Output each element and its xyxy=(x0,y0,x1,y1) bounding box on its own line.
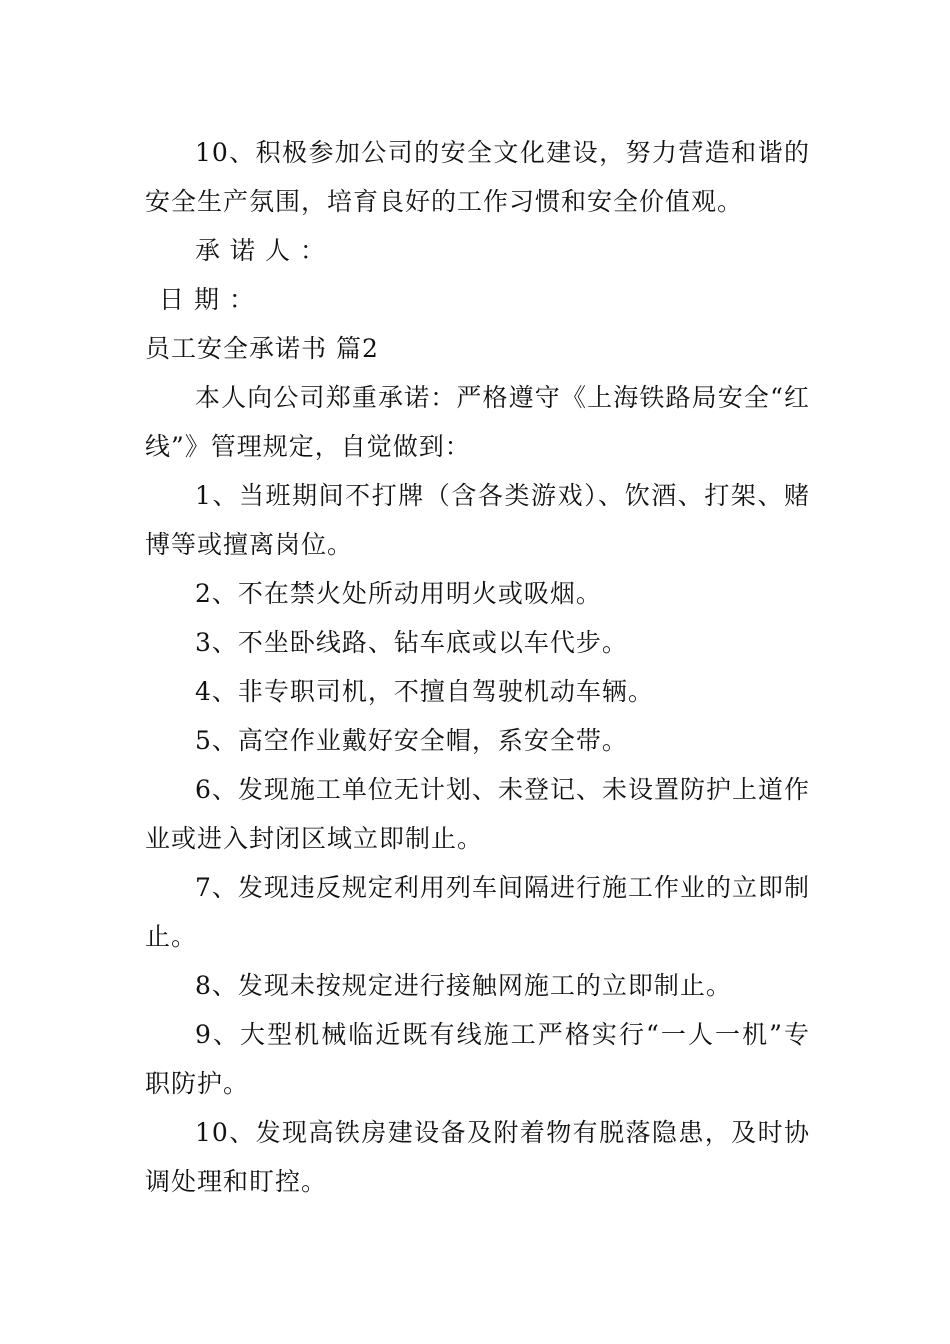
intro-paragraph: 本人向公司郑重承诺：严格遵守《上海铁路局安全“红线”》管理规定，自觉做到： xyxy=(145,383,810,461)
signer-label: 承诺人： xyxy=(195,236,336,265)
list-item: 8、发现未按规定进行接触网施工的立即制止。 xyxy=(195,971,732,1000)
date-label: 日期： xyxy=(159,285,265,314)
list-item: 1、当班期间不打牌（含各类游戏）、饮酒、打架、赌博等或擅离岗位。 xyxy=(145,481,810,559)
list-item: 2、不在禁火处所动用明火或吸烟。 xyxy=(195,579,602,608)
list-item: 9、大型机械临近既有线施工严格实行“一人一机”专职防护。 xyxy=(145,1020,810,1098)
document-body xyxy=(145,128,810,1206)
list-item: 5、高空作业戴好安全帽，系安全带。 xyxy=(195,726,628,755)
list-item: 7、发现违反规定利用列车间隔进行施工作业的立即制止。 xyxy=(145,873,810,951)
list-item: 3、不坐卧线路、钻车底或以车代步。 xyxy=(195,628,628,657)
list-item: 6、发现施工单位无计划、未登记、未设置防护上道作业或进入封闭区域立即制止。 xyxy=(145,775,810,853)
section-title: 员工安全承诺书 篇2 xyxy=(145,334,379,363)
paragraph-safety-culture: 10、积极参加公司的安全文化建设，努力营造和谐的安全生产氛围，培育良好的工作习惯和安全价值观。 xyxy=(145,138,810,216)
list-item: 4、非专职司机，不擅自驾驶机动车辆。 xyxy=(195,677,654,706)
list-item: 10、发现高铁房建设备及附着物有脱落隐患，及时协调处理和盯控。 xyxy=(145,1118,810,1196)
